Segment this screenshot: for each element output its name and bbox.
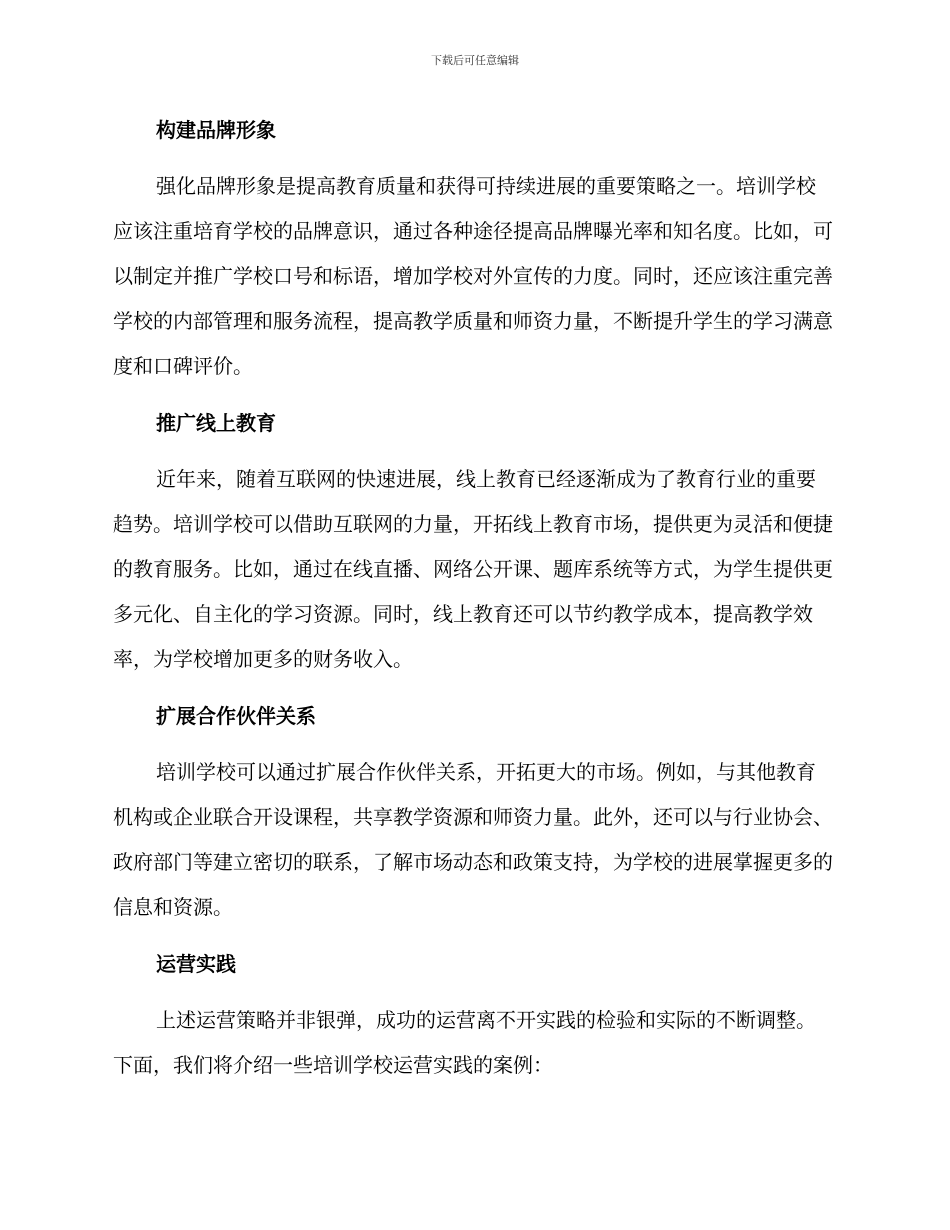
section-paragraph-operation-practice: 上述运营策略并非银弹，成功的运营离不开实践的检验和实际的不断调整。下面，我们将介绍一些培训学校运营实践的案例：	[113, 1008, 816, 1077]
section-paragraph-brand-image: 强化品牌形象是提高教育质量和获得可持续进展的重要策略之一。培训学校应该注重培育学校的品牌意识，通过各种途径提高品牌曝光率和知名度。比如，可以制定并推广学校口号和标语，增加学校对外宣传的力度。同时，还应该注重完善学校的内部管理和服务流程，提高教学质量和师资力量，不断提升学生的学习满意度和口碑评价。	[113, 174, 833, 378]
page-header: 下载后可任意编辑	[431, 54, 519, 67]
section-heading-operation-practice: 运营实践	[156, 952, 236, 976]
section-paragraph-partnerships: 培训学校可以通过扩展合作伙伴关系，开拓更大的市场。例如，与其他教育机构或企业联合开设课程，共享教学资源和师资力量。此外，还可以与行业协会、政府部门等建立密切的联系，了解市场动态和政策支持，为学校的进展掌握更多的信息和资源。	[113, 760, 833, 919]
section-heading-online-education: 推广线上教育	[156, 411, 276, 435]
section-heading-brand-image: 构建品牌形象	[156, 118, 276, 142]
section-heading-partnerships: 扩展合作伙伴关系	[156, 704, 316, 728]
document-body	[113, 108, 835, 1088]
section-paragraph-online-education: 近年来，随着互联网的快速进展，线上教育已经逐渐成为了教育行业的重要趋势。培训学校可以借助互联网的力量，开拓线上教育市场，提供更为灵活和便捷的教育服务。比如，通过在线直播、网络公开课、题库系统等方式，为学生提供更多元化、自主化的学习资源。同时，线上教育还可以节约教学成本，提高教学效率，为学校增加更多的财务收入。	[113, 467, 833, 671]
